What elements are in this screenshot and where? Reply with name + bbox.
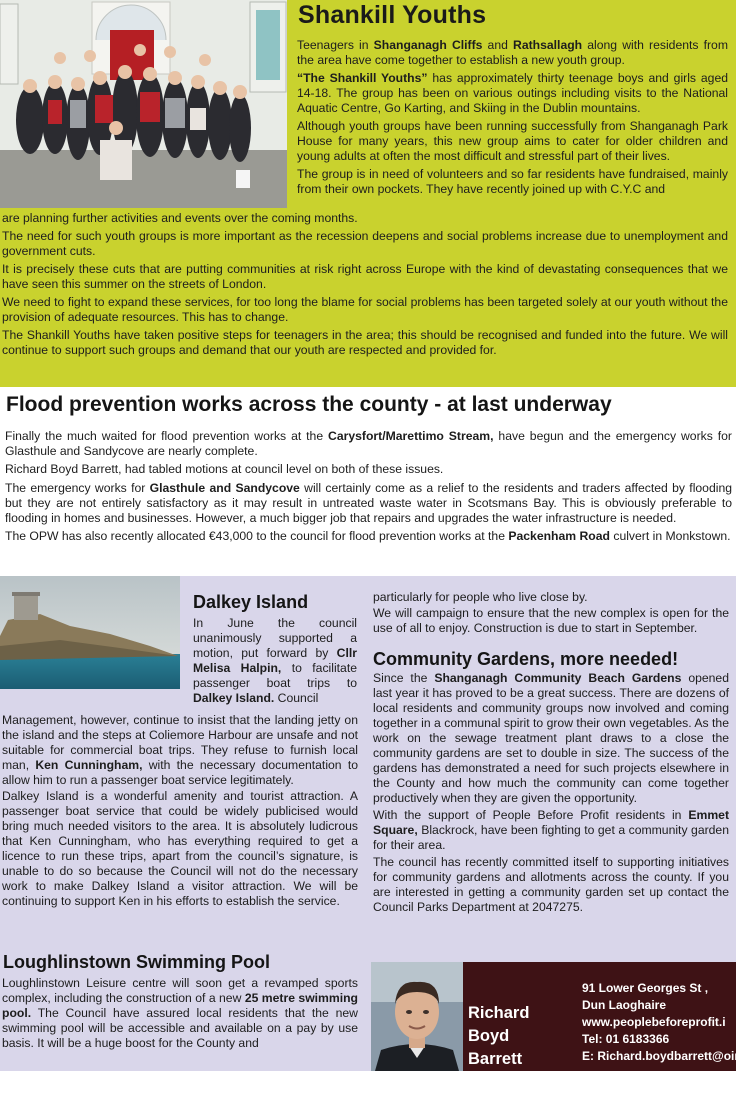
swimming-pool-body — [2, 976, 358, 1051]
lower-panel — [0, 576, 742, 1091]
youths-paragraph: We need to fight to expand these services, for too long the blame for social problems has been targeted solely at our youth without the provision of adequate resources. This has to change. — [2, 295, 728, 324]
place-name: Shanganagh Cliffs — [373, 38, 483, 52]
dalkey-paragraph — [2, 713, 358, 788]
shankill-youths-section — [0, 0, 736, 387]
flood-paragraph — [5, 529, 732, 544]
text: Management, however, continue to insist that the landing jetty on the island and the steps at Coliemore Harbour are unsafe and not suitable for commercial boat trips. They refuse to furnish local man, — [2, 713, 358, 772]
youths-paragraph: It is precisely these cuts that are putting communities at risk right across Europe with the kind of devastating consequences that we have seen this summer on the streets of London. — [2, 262, 728, 291]
pool-highlight: 25 metre swimming pool. — [2, 991, 359, 1020]
flood-prevention-title: Flood prevention works across the county - at last underway — [6, 393, 612, 416]
email-link[interactable]: E: Richard.boydbarrett@oir. — [582, 1049, 742, 1063]
text: The Council have assured local residents that the new swimming pool will be accessible and available on a pay by use basis. It will be a huge boost for the County and — [2, 1006, 358, 1050]
text: In June the council unanimously supported a motion, put forward by — [193, 616, 357, 660]
place-name: Rathsallagh — [513, 38, 583, 52]
place-name: Shanganagh Community Beach Gardens — [434, 671, 682, 685]
youths-paragraph: The need for such youth groups is more important as the recession deepens and social problems increase due to unemployment and government cuts. — [2, 229, 728, 258]
text: has approximately thirty teenage boys and girls aged 14-18. The group has been on various outings including visits to the National Aquatic Centre, Go Karting, and Skiing in the Dublin mountains. — [297, 71, 728, 115]
flood-paragraph: Richard Boyd Barrett, had tabled motions at council level on both of these issues. — [5, 462, 444, 477]
telephone-number: Tel: 01 6183366 — [582, 1032, 670, 1046]
text: have begun and the emergency works for Glasthule and Sandycove are nearly complete. — [5, 429, 732, 459]
youths-paragraph — [297, 38, 728, 68]
place-name: Emmet Square, — [373, 808, 729, 837]
text: and — [482, 38, 514, 52]
text: The OPW has also recently allocated €43,000 to the council for flood prevention works at the — [5, 529, 509, 544]
youth-group-photo — [0, 0, 287, 208]
text: with the necessary documentation to allow him to run a passenger boat service legitimately. — [2, 758, 358, 787]
text: Council — [274, 691, 319, 705]
dalkey-paragraph: Dalkey Island is a wonderful amenity and tourist attraction. A passenger boat service that could be widely publicised would bring much needed visitors to the area. It is absolutely ludicrous that Ken Cunningham, who has everything required to get a licence to run these trips, apart from the council’s signature, is unable to do so because the Council will not do the necessary work to make Dalkey Island a visitor attraction. We will be continuing to support Ken in his efforts to establish the service. — [2, 789, 358, 908]
text: to facilitate passenger boat trips to — [193, 661, 357, 690]
text: The emergency works for — [5, 480, 150, 495]
dalkey-intro-text — [193, 616, 357, 706]
text: opened last year it has proved to be a great success. There are dozens of local residents and community groups now involved and coming together in a communal spirit to grow their own vegetables. As the work on the sewage treatment plant draws to a close the community gardens are set to double in size. The success of the gardens has demonstrated a need for such projects elsewhere in the County and how much the community can come together productively when they are given the opportunity. — [373, 671, 729, 805]
place-name: Carysfort/Marettimo Stream, — [328, 429, 494, 443]
community-gardens-body — [373, 671, 729, 917]
text: Finally the much waited for flood prevention works at the — [5, 429, 329, 443]
youths-paragraph: are planning further activities and events over the coming months. — [2, 211, 358, 225]
place-name: Dalkey Island. — [193, 691, 275, 705]
dalkey-island-photo — [0, 576, 180, 689]
text: Teenagers in — [297, 38, 374, 52]
dalkey-continued-text — [2, 713, 358, 910]
person-name: Ken Cunningham, — [35, 758, 143, 772]
gardens-paragraph — [373, 671, 729, 806]
place-name: Glasthule and Sandycove — [149, 480, 300, 495]
pool-paragraph: particularly for people who live close by. — [373, 590, 588, 604]
shankill-youths-title: Shankill Youths — [298, 1, 487, 29]
dalkey-island-title: Dalkey Island — [193, 592, 309, 612]
website-link[interactable]: www.peoplebeforeprofit.i — [582, 1015, 726, 1029]
group-name: “The Shankill Youths” — [297, 71, 428, 85]
contact-details — [582, 980, 742, 1065]
name-line: Richard — [468, 1004, 530, 1022]
flood-paragraph — [5, 481, 732, 527]
address-line: Dun Laoghaire — [582, 998, 667, 1012]
youths-paragraph: Although youth groups have been running successfully from Shanganagh Park House for many years, this new group aims to cater for older children and young adults at often the most difficult and stressful part of their lives. — [297, 119, 728, 163]
contact-box — [371, 962, 742, 1091]
youths-column-text — [297, 38, 728, 200]
text: will certainly come as a relief to the residents and traders affected by flooding but they are not entirely satisfactory as it may result in untreated waste water in Scotsmans Bay. This is obviously preferable to flooding in homes and businesses. However, a much bigger job that repairs and upgrades the water infrastructure is needed. — [5, 480, 732, 526]
youths-paragraph: The group is in need of volunteers and so far residents have fundraised, mainly from their own pockets. They have recently joined up with C.Y.C and — [297, 167, 728, 196]
community-gardens-title: Community Gardens, more needed! — [373, 649, 679, 669]
swimming-pool-title: Loughlinstown Swimming Pool — [3, 952, 270, 972]
flood-paragraph — [5, 429, 732, 459]
text: Loughlinstown Leisure centre will soon get a revamped sports complex, including the construction of a new — [2, 976, 358, 1005]
representative-name — [468, 1002, 548, 1094]
name-line: Barrett TD — [468, 1050, 523, 1091]
youths-full-width-text — [2, 211, 728, 361]
richard-boyd-barrett-photo — [371, 962, 463, 1071]
text: With the support of People Before Profit residents in — [373, 808, 689, 822]
pool-paragraph: We will campaign to ensure that the new complex is open for the use of all to enjoy. Construction is due to start in September. — [373, 606, 729, 635]
name-line: Boyd — [468, 1027, 510, 1045]
pool-continued-text — [373, 590, 729, 637]
flood-prevention-body — [5, 429, 732, 547]
flood-prevention-section — [0, 387, 736, 572]
place-name: Packenham Road — [508, 529, 610, 544]
gardens-paragraph — [373, 808, 729, 853]
youths-paragraph: The Shankill Youths have taken positive steps for teenagers in the area; this should be recognised and funded into the future. We will continue to support such groups and demand that our youth are respected and provided for. — [2, 328, 728, 357]
address-line: 91 Lower Georges St , — [582, 981, 709, 995]
text: culvert in Monkstown. — [609, 529, 731, 544]
text: along with residents from the area have come together to establish a new youth group. — [297, 38, 728, 67]
text: Since the — [373, 671, 435, 685]
gardens-paragraph: The council has recently committed itself to supporting initiatives for community gardens and allotments across the county. If you are interested in getting a community garden set up contact the Council Parks Department at 2047275. — [373, 855, 729, 914]
person-name: Cllr Melisa Halpin, — [193, 646, 357, 675]
text: Blackrock, have been fighting to get a community garden for their area. — [373, 823, 729, 852]
youths-paragraph — [297, 71, 728, 116]
